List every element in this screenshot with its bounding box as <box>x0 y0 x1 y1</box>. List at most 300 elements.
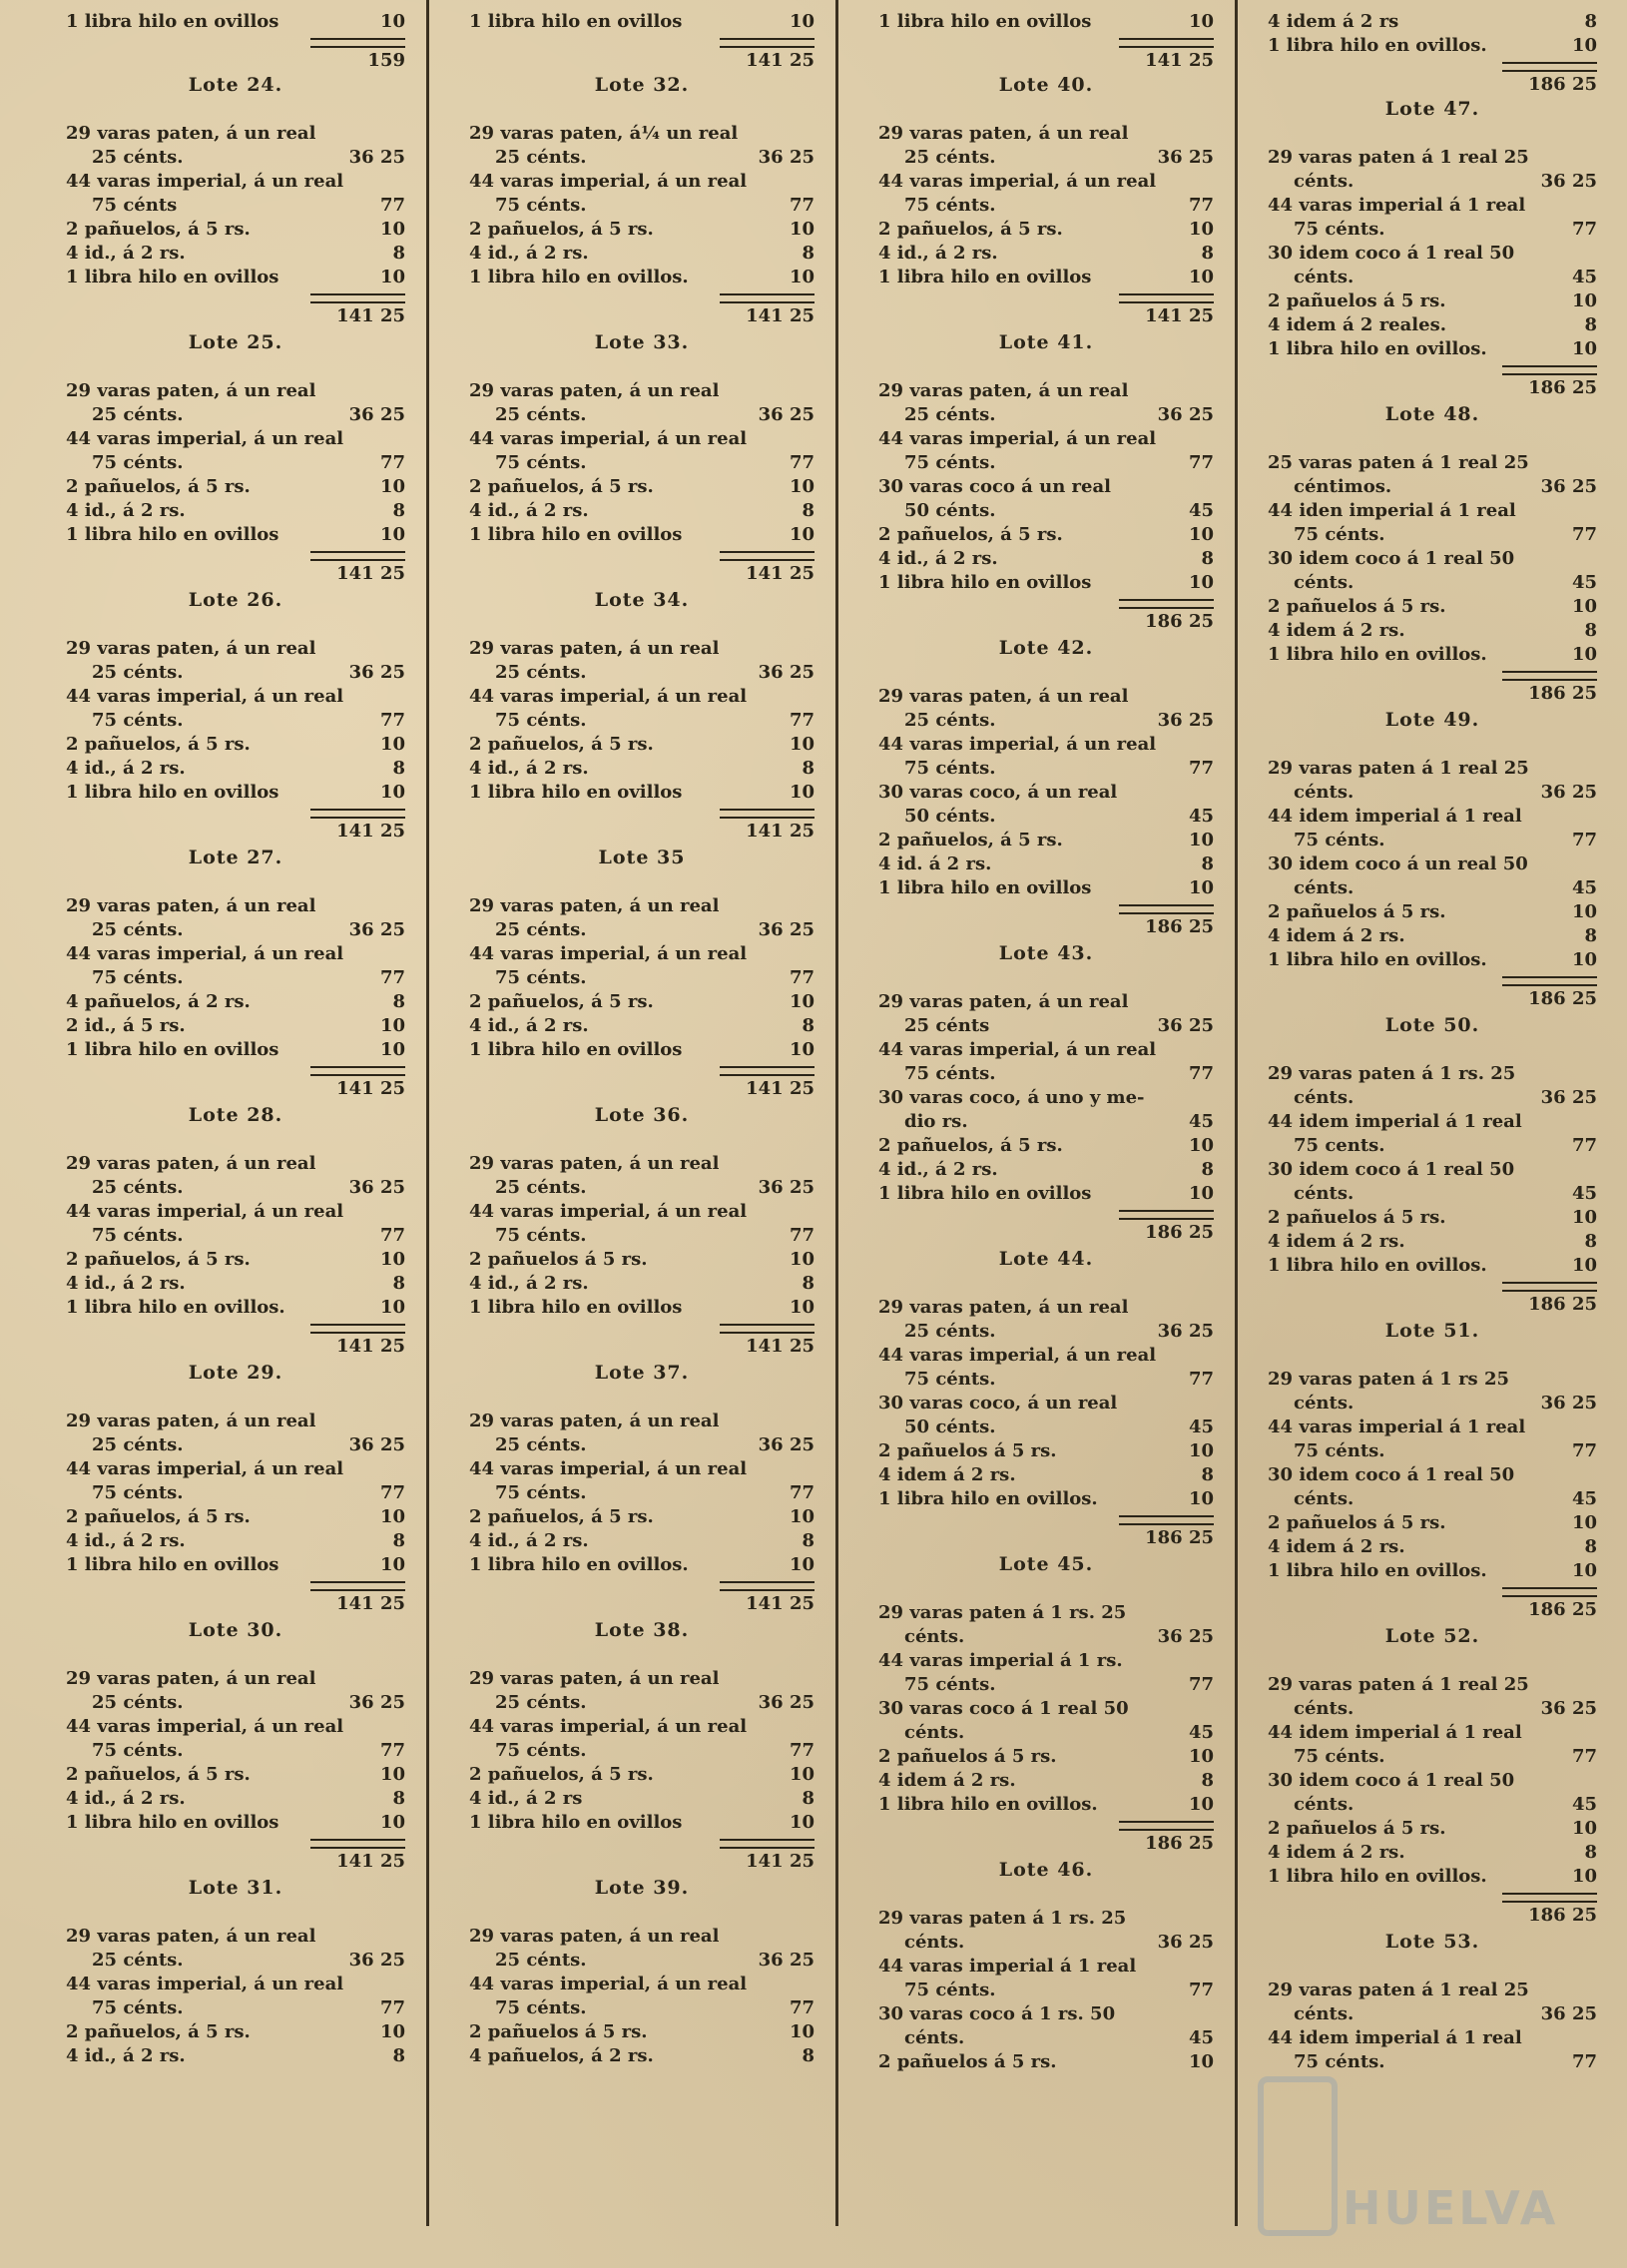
item-amount: 36 25 <box>348 1177 405 1198</box>
item-text: 1 libra hilo en ovillos. <box>1268 1560 1487 1581</box>
item-text: 44 varas imperial, á un real <box>469 428 748 449</box>
item-amount: 8 <box>1584 620 1597 641</box>
item-amount: 10 <box>1188 830 1214 850</box>
item-text: 4 id., á 2 rs. <box>878 243 998 264</box>
item-row <box>469 918 814 942</box>
item-row <box>878 403 1214 427</box>
item-text: 44 varas imperial á 1 real <box>878 1956 1137 1977</box>
item-amount: 8 <box>1201 853 1214 874</box>
item-text: 44 varas imperial á 1 real <box>1268 1417 1526 1437</box>
total-rule <box>1119 904 1214 914</box>
item-text: 25 cénts. <box>92 404 184 425</box>
item-row <box>66 1152 405 1176</box>
item-row <box>1268 1559 1597 1583</box>
lot-title: Lote 24. <box>188 74 283 96</box>
item-row <box>878 266 1214 289</box>
item-amount: 36 25 <box>758 919 814 940</box>
item-amount: 8 <box>392 758 405 779</box>
item-text: 4 id., á 2 rs. <box>66 243 186 264</box>
item-amount: 10 <box>789 219 814 240</box>
item-amount: 45 <box>1571 877 1597 898</box>
lot-title: Lote 33. <box>594 331 690 353</box>
item-amount: 77 <box>1571 2051 1597 2072</box>
item-row <box>1268 571 1597 595</box>
item-row <box>878 1931 1214 1955</box>
lot-block <box>1268 1012 1597 1316</box>
item-row <box>66 2044 405 2068</box>
item-row <box>66 757 405 781</box>
item-row <box>469 1433 814 1457</box>
item-text: 2 pañuelos, á 5 rs. <box>878 219 1063 240</box>
item-row <box>1268 1439 1597 1463</box>
item-text: 25 cénts. <box>904 404 996 425</box>
item-text: 50 cénts. <box>904 500 996 521</box>
item-amount: 10 <box>379 1015 405 1036</box>
item-amount: 77 <box>1571 1440 1597 1461</box>
item-text: 4 id., á 2 rs. <box>66 758 186 779</box>
item-amount: 10 <box>1571 596 1597 617</box>
column-4 <box>1238 0 1627 2268</box>
item-row <box>878 1649 1214 1673</box>
item-amount: 10 <box>1571 901 1597 922</box>
item-row <box>469 757 814 781</box>
item-text: 2 pañuelos á 5 rs. <box>1268 596 1446 617</box>
watermark-text: HUELVA <box>1343 2181 1559 2235</box>
item-row <box>1268 876 1597 900</box>
item-text: 29 varas paten, á un real <box>878 1297 1129 1318</box>
item-amount: 45 <box>1571 1794 1597 1815</box>
item-amount: 10 <box>379 1506 405 1527</box>
item-row <box>1268 1697 1597 1721</box>
item-amount: 45 <box>1188 1722 1214 1743</box>
item-row <box>878 1344 1214 1368</box>
item-text: 25 cénts. <box>92 919 184 940</box>
item-text: 75 cénts. <box>904 195 996 216</box>
lot-block <box>66 329 405 585</box>
item-text: 75 cénts. <box>92 1482 184 1503</box>
item-amount: 36 25 <box>758 404 814 425</box>
item-row <box>878 2002 1214 2026</box>
item-row <box>878 1487 1214 1511</box>
item-amount: 10 <box>1571 949 1597 970</box>
item-amount: 10 <box>789 11 814 32</box>
item-text: 25 cénts. <box>495 147 587 168</box>
item-text: 29 varas paten, á un real <box>469 1153 720 1174</box>
item-text: 50 cénts. <box>904 806 996 827</box>
item-row <box>469 194 814 218</box>
item-text: 75 cénts <box>92 195 178 216</box>
item-row <box>66 894 405 918</box>
item-row <box>66 242 405 266</box>
item-amount: 77 <box>379 710 405 731</box>
item-amount: 77 <box>789 452 814 473</box>
item-text: 44 idem imperial á 1 real <box>1268 2027 1522 2048</box>
item-amount: 10 <box>379 476 405 497</box>
item-row <box>1268 1230 1597 1254</box>
item-row <box>878 218 1214 242</box>
item-amount: 77 <box>789 1225 814 1246</box>
total-rule <box>1502 1282 1597 1292</box>
item-row <box>878 1014 1214 1038</box>
item-row <box>66 146 405 170</box>
lot-title: Lote 31. <box>188 1877 283 1899</box>
item-text: 25 cénts. <box>495 1177 587 1198</box>
item-text: 1 libra hilo en ovillos <box>469 1039 683 1060</box>
item-amount: 10 <box>789 991 814 1012</box>
item-text: 4 idem á 2 reales. <box>1268 314 1446 335</box>
lot-title: Lote 35 <box>598 847 686 868</box>
item-row <box>66 523 405 547</box>
total-rule <box>310 1581 405 1591</box>
item-text: 1 libra hilo en ovillos. <box>66 1297 285 1318</box>
item-text: 4 id., á 2 rs. <box>469 500 589 521</box>
item-amount: 10 <box>789 524 814 545</box>
item-amount: 8 <box>802 1273 814 1294</box>
item-text: 44 varas imperial, á un real <box>66 1458 344 1479</box>
item-row <box>66 685 405 709</box>
item-text: 30 varas coco á 1 rs. 50 <box>878 2003 1116 2024</box>
item-text: 1 libra hilo en ovillos. <box>878 1794 1098 1815</box>
item-amount: 45 <box>1571 267 1597 287</box>
item-text: 25 cénts. <box>92 1950 184 1971</box>
item-row <box>1268 1487 1597 1511</box>
item-row <box>66 427 405 451</box>
lot-title: Lote 36. <box>594 1104 690 1126</box>
lot-total: 186 25 <box>1145 611 1214 632</box>
item-text: 75 cénts. <box>495 195 587 216</box>
item-text: 29 varas paten, á un real <box>878 380 1129 401</box>
total-rule <box>1119 1210 1214 1220</box>
item-amount: 10 <box>1571 35 1597 56</box>
item-row <box>878 451 1214 475</box>
item-text: 4 id., á 2 rs. <box>469 1015 589 1036</box>
item-amount: 10 <box>1571 338 1597 359</box>
item-amount: 77 <box>379 1225 405 1246</box>
item-text: 29 varas paten, á un real <box>469 1668 720 1689</box>
item-amount: 77 <box>789 710 814 731</box>
item-row <box>1268 900 1597 924</box>
item-text: 29 varas paten á 1 rs 25 <box>1268 1369 1510 1390</box>
lot-total: 159 <box>367 50 405 71</box>
lot-total: 186 25 <box>1528 1599 1597 1620</box>
item-row <box>66 266 405 289</box>
lot-total: 186 25 <box>1528 377 1597 398</box>
item-row <box>469 1811 814 1835</box>
total-rule <box>310 551 405 561</box>
item-row <box>66 966 405 990</box>
lot-title: Lote 41. <box>998 331 1094 353</box>
item-row <box>469 1248 814 1272</box>
item-text: dio rs. <box>904 1111 968 1132</box>
item-amount: 36 25 <box>1540 476 1597 497</box>
item-row <box>66 1014 405 1038</box>
item-text: 30 varas coco, á un real <box>878 1393 1118 1414</box>
item-text: 1 libra hilo en ovillos <box>66 1812 279 1833</box>
item-text: 75 cénts. <box>92 1225 184 1246</box>
item-row <box>469 266 814 289</box>
lot-block <box>878 329 1214 633</box>
item-row <box>1268 1368 1597 1392</box>
item-amount: 10 <box>1188 877 1214 898</box>
item-text: 29 varas paten, á un real <box>469 1411 720 1431</box>
total-rule <box>1502 671 1597 681</box>
item-text: 75 cénts. <box>1294 1746 1385 1767</box>
item-text: 2 pañuelos, á 5 rs. <box>469 219 654 240</box>
item-row <box>878 194 1214 218</box>
item-text: 1 libra hilo en ovillos. <box>878 1488 1098 1509</box>
item-amount: 8 <box>392 1530 405 1551</box>
item-text: 75 cénts. <box>904 452 996 473</box>
item-text: 1 libra hilo en ovillos. <box>469 1554 689 1575</box>
item-text: 25 cénts. <box>495 1692 587 1713</box>
item-amount: 8 <box>392 500 405 521</box>
lot-total: 141 25 <box>746 1851 814 1872</box>
total-rule <box>310 1324 405 1334</box>
item-amount: 36 25 <box>348 1692 405 1713</box>
lot-block <box>469 587 814 843</box>
item-row <box>469 10 814 34</box>
item-row <box>1268 781 1597 805</box>
item-row <box>878 852 1214 876</box>
item-row <box>66 1433 405 1457</box>
item-row <box>469 781 814 805</box>
item-row <box>1268 1673 1597 1697</box>
item-amount: 45 <box>1188 1111 1214 1132</box>
item-row <box>66 1973 405 1996</box>
lot-block <box>469 1360 814 1615</box>
item-text: 4 pañuelos, á 2 rs. <box>66 991 251 1012</box>
lot-block <box>66 72 405 327</box>
item-text: 25 cénts. <box>495 1434 587 1455</box>
lot-total: 186 25 <box>1145 1527 1214 1548</box>
item-text: 75 cénts. <box>904 1369 996 1390</box>
item-text: 1 libra hilo en ovillos <box>66 782 279 803</box>
item-row <box>469 1410 814 1433</box>
item-text: cénts. <box>1294 1794 1355 1815</box>
item-row <box>66 709 405 733</box>
lot-block <box>878 72 1214 327</box>
item-text: 44 varas imperial, á un real <box>66 686 344 707</box>
item-row <box>1268 218 1597 242</box>
item-row <box>1268 547 1597 571</box>
item-amount: 45 <box>1571 1488 1597 1509</box>
item-text: 4 id., á 2 rs. <box>469 1273 589 1294</box>
item-amount: 8 <box>1584 1231 1597 1252</box>
item-text: 2 pañuelos á 5 rs. <box>469 2021 648 2042</box>
item-text: 4 idem á 2 rs. <box>1268 925 1405 946</box>
item-amount: 10 <box>1188 524 1214 545</box>
item-amount: 10 <box>1188 1440 1214 1461</box>
item-text: 29 varas paten, á¼ un real <box>469 123 739 144</box>
item-text: 1 libra hilo en ovillos. <box>1268 338 1487 359</box>
lot-block <box>1268 1318 1597 1621</box>
lot-total: 186 25 <box>1145 1222 1214 1243</box>
item-amount: 10 <box>789 1039 814 1060</box>
item-amount: 36 25 <box>1540 1087 1597 1108</box>
item-text: 1 libra hilo en ovillos <box>878 572 1092 593</box>
item-row <box>469 218 814 242</box>
item-amount: 8 <box>802 1788 814 1809</box>
item-row <box>878 1793 1214 1817</box>
item-row <box>1268 1769 1597 1793</box>
lot-title: Lote 29. <box>188 1362 283 1384</box>
item-amount: 10 <box>1571 1818 1597 1839</box>
total-rule <box>310 1839 405 1849</box>
item-text: 30 idem coco á un real 50 <box>1268 853 1528 874</box>
item-text: 75 cénts. <box>92 452 184 473</box>
item-amount: 10 <box>1188 1135 1214 1156</box>
item-amount: 77 <box>1571 830 1597 850</box>
item-row <box>878 1110 1214 1134</box>
item-row <box>878 757 1214 781</box>
lot-total: 141 25 <box>336 563 405 584</box>
item-amount: 10 <box>379 1812 405 1833</box>
item-text: 50 cénts. <box>904 1417 996 1437</box>
item-text: 29 varas paten á 1 real 25 <box>1268 758 1529 779</box>
lot-total: 141 25 <box>1145 50 1214 71</box>
item-text: 44 varas imperial, á un real <box>66 1974 344 1994</box>
item-text: 25 varas paten á 1 real 25 <box>1268 452 1529 473</box>
lot-title: Lote 38. <box>594 1619 690 1641</box>
item-row <box>1268 1817 1597 1841</box>
lot-title: Lote 52. <box>1384 1625 1480 1647</box>
item-text: 25 cénts. <box>904 147 996 168</box>
item-amount: 10 <box>789 1249 814 1270</box>
total-rule <box>720 1839 814 1849</box>
item-text: 4 id., á 2 rs. <box>66 1273 186 1294</box>
item-row <box>878 242 1214 266</box>
item-row <box>878 1955 1214 1979</box>
watermark-seal-icon <box>1258 2076 1338 2236</box>
item-amount: 77 <box>1571 219 1597 240</box>
lot-block <box>66 1360 405 1615</box>
item-row <box>878 1601 1214 1625</box>
item-text: 44 varas imperial, á un real <box>66 1201 344 1222</box>
item-text: 75 cénts. <box>495 1740 587 1761</box>
total-rule <box>720 551 814 561</box>
item-amount: 10 <box>789 1764 814 1785</box>
item-row <box>469 499 814 523</box>
item-text: 1 libra hilo en ovillos <box>469 524 683 545</box>
item-text: 29 varas paten á 1 real 25 <box>1268 1980 1529 2000</box>
item-row <box>1268 1979 1597 2002</box>
item-amount: 10 <box>379 734 405 755</box>
item-row <box>878 475 1214 499</box>
column-2 <box>429 0 838 2268</box>
item-amount: 36 25 <box>758 1950 814 1971</box>
item-amount: 10 <box>379 1554 405 1575</box>
lot-total: 186 25 <box>1145 916 1214 937</box>
lot-total: 141 25 <box>746 1593 814 1614</box>
item-row <box>1268 1535 1597 1559</box>
item-text: 29 varas paten á 1 real 25 <box>1268 1674 1529 1695</box>
item-text: cénts. <box>1294 572 1355 593</box>
item-amount: 77 <box>1571 524 1597 545</box>
item-text: 75 cénts. <box>92 1997 184 2018</box>
item-row <box>878 1979 1214 2002</box>
item-amount: 10 <box>789 1812 814 1833</box>
item-row <box>469 661 814 685</box>
item-text: 2 pañuelos, á 5 rs. <box>66 219 251 240</box>
item-text: 4 id., á 2 rs. <box>469 243 589 264</box>
item-text: cénts. <box>1294 2003 1355 2024</box>
item-row <box>469 2044 814 2068</box>
lot-title: Lote 40. <box>998 74 1094 96</box>
item-row <box>469 1667 814 1691</box>
item-text: 30 varas coco á un real <box>878 476 1111 497</box>
item-row <box>66 1787 405 1811</box>
total-rule <box>720 809 814 819</box>
lot-total: 141 25 <box>1145 305 1214 326</box>
item-amount: 77 <box>1571 1135 1597 1156</box>
item-row <box>1268 1745 1597 1769</box>
item-text: cénts. <box>1294 782 1355 803</box>
item-text: 75 cents. <box>1294 1135 1385 1156</box>
item-row <box>469 242 814 266</box>
item-text: 44 varas imperial, á un real <box>469 1974 748 1994</box>
lot-block <box>469 1617 814 1873</box>
item-row <box>66 1505 405 1529</box>
item-row <box>878 1721 1214 1745</box>
lot-title: Lote 27. <box>188 847 283 868</box>
item-text: 4 idem á 2 rs. <box>1268 1231 1405 1252</box>
item-text: 75 cénts. <box>1294 524 1385 545</box>
item-amount: 36 25 <box>1157 147 1214 168</box>
item-text: 44 varas imperial, á un real <box>878 1039 1157 1060</box>
item-row <box>66 1457 405 1481</box>
item-amount: 10 <box>379 2021 405 2042</box>
lot-total: 186 25 <box>1145 1833 1214 1854</box>
item-text: 4 idem á 2 rs. <box>878 1770 1016 1791</box>
item-text: 2 pañuelos á 5 rs. <box>878 2051 1057 2072</box>
item-text: 4 id., á 2 rs. <box>66 1788 186 1809</box>
item-amount: 10 <box>1571 290 1597 311</box>
item-text: 75 cénts. <box>1294 830 1385 850</box>
item-amount: 8 <box>1201 243 1214 264</box>
item-amount: 8 <box>802 758 814 779</box>
item-text: 2 pañuelos, á 5 rs. <box>66 476 251 497</box>
item-row <box>878 2026 1214 2050</box>
item-amount: 10 <box>789 734 814 755</box>
item-amount: 77 <box>379 1740 405 1761</box>
item-amount: 36 25 <box>1157 710 1214 731</box>
item-text: 75 cénts. <box>1294 1440 1385 1461</box>
item-amount: 8 <box>802 1530 814 1551</box>
item-row <box>1268 1721 1597 1745</box>
item-text: 4 pañuelos, á 2 rs. <box>469 2045 654 2066</box>
item-text: 44 idem imperial á 1 real <box>1268 1111 1522 1132</box>
item-row <box>469 1176 814 1200</box>
lot-block <box>469 845 814 1100</box>
item-text: 75 cénts. <box>904 1980 996 2000</box>
item-amount: 36 25 <box>348 662 405 683</box>
item-text: 75 cénts. <box>495 452 587 473</box>
item-amount: 77 <box>379 195 405 216</box>
item-row <box>878 1745 1214 1769</box>
lot-title: Lote 43. <box>998 942 1094 964</box>
item-text: 44 idem imperial á 1 real <box>1268 806 1522 827</box>
item-row <box>469 1529 814 1553</box>
item-row <box>878 146 1214 170</box>
total-rule <box>310 38 405 48</box>
item-amount: 36 25 <box>348 1950 405 1971</box>
item-text: 4 id., á 2 rs. <box>878 1159 998 1180</box>
lot-title: Lote 42. <box>998 637 1094 659</box>
item-amount: 10 <box>379 1039 405 1060</box>
item-amount: 77 <box>379 1997 405 2018</box>
lot-block <box>66 1875 405 2068</box>
lot-total: 141 25 <box>336 305 405 326</box>
